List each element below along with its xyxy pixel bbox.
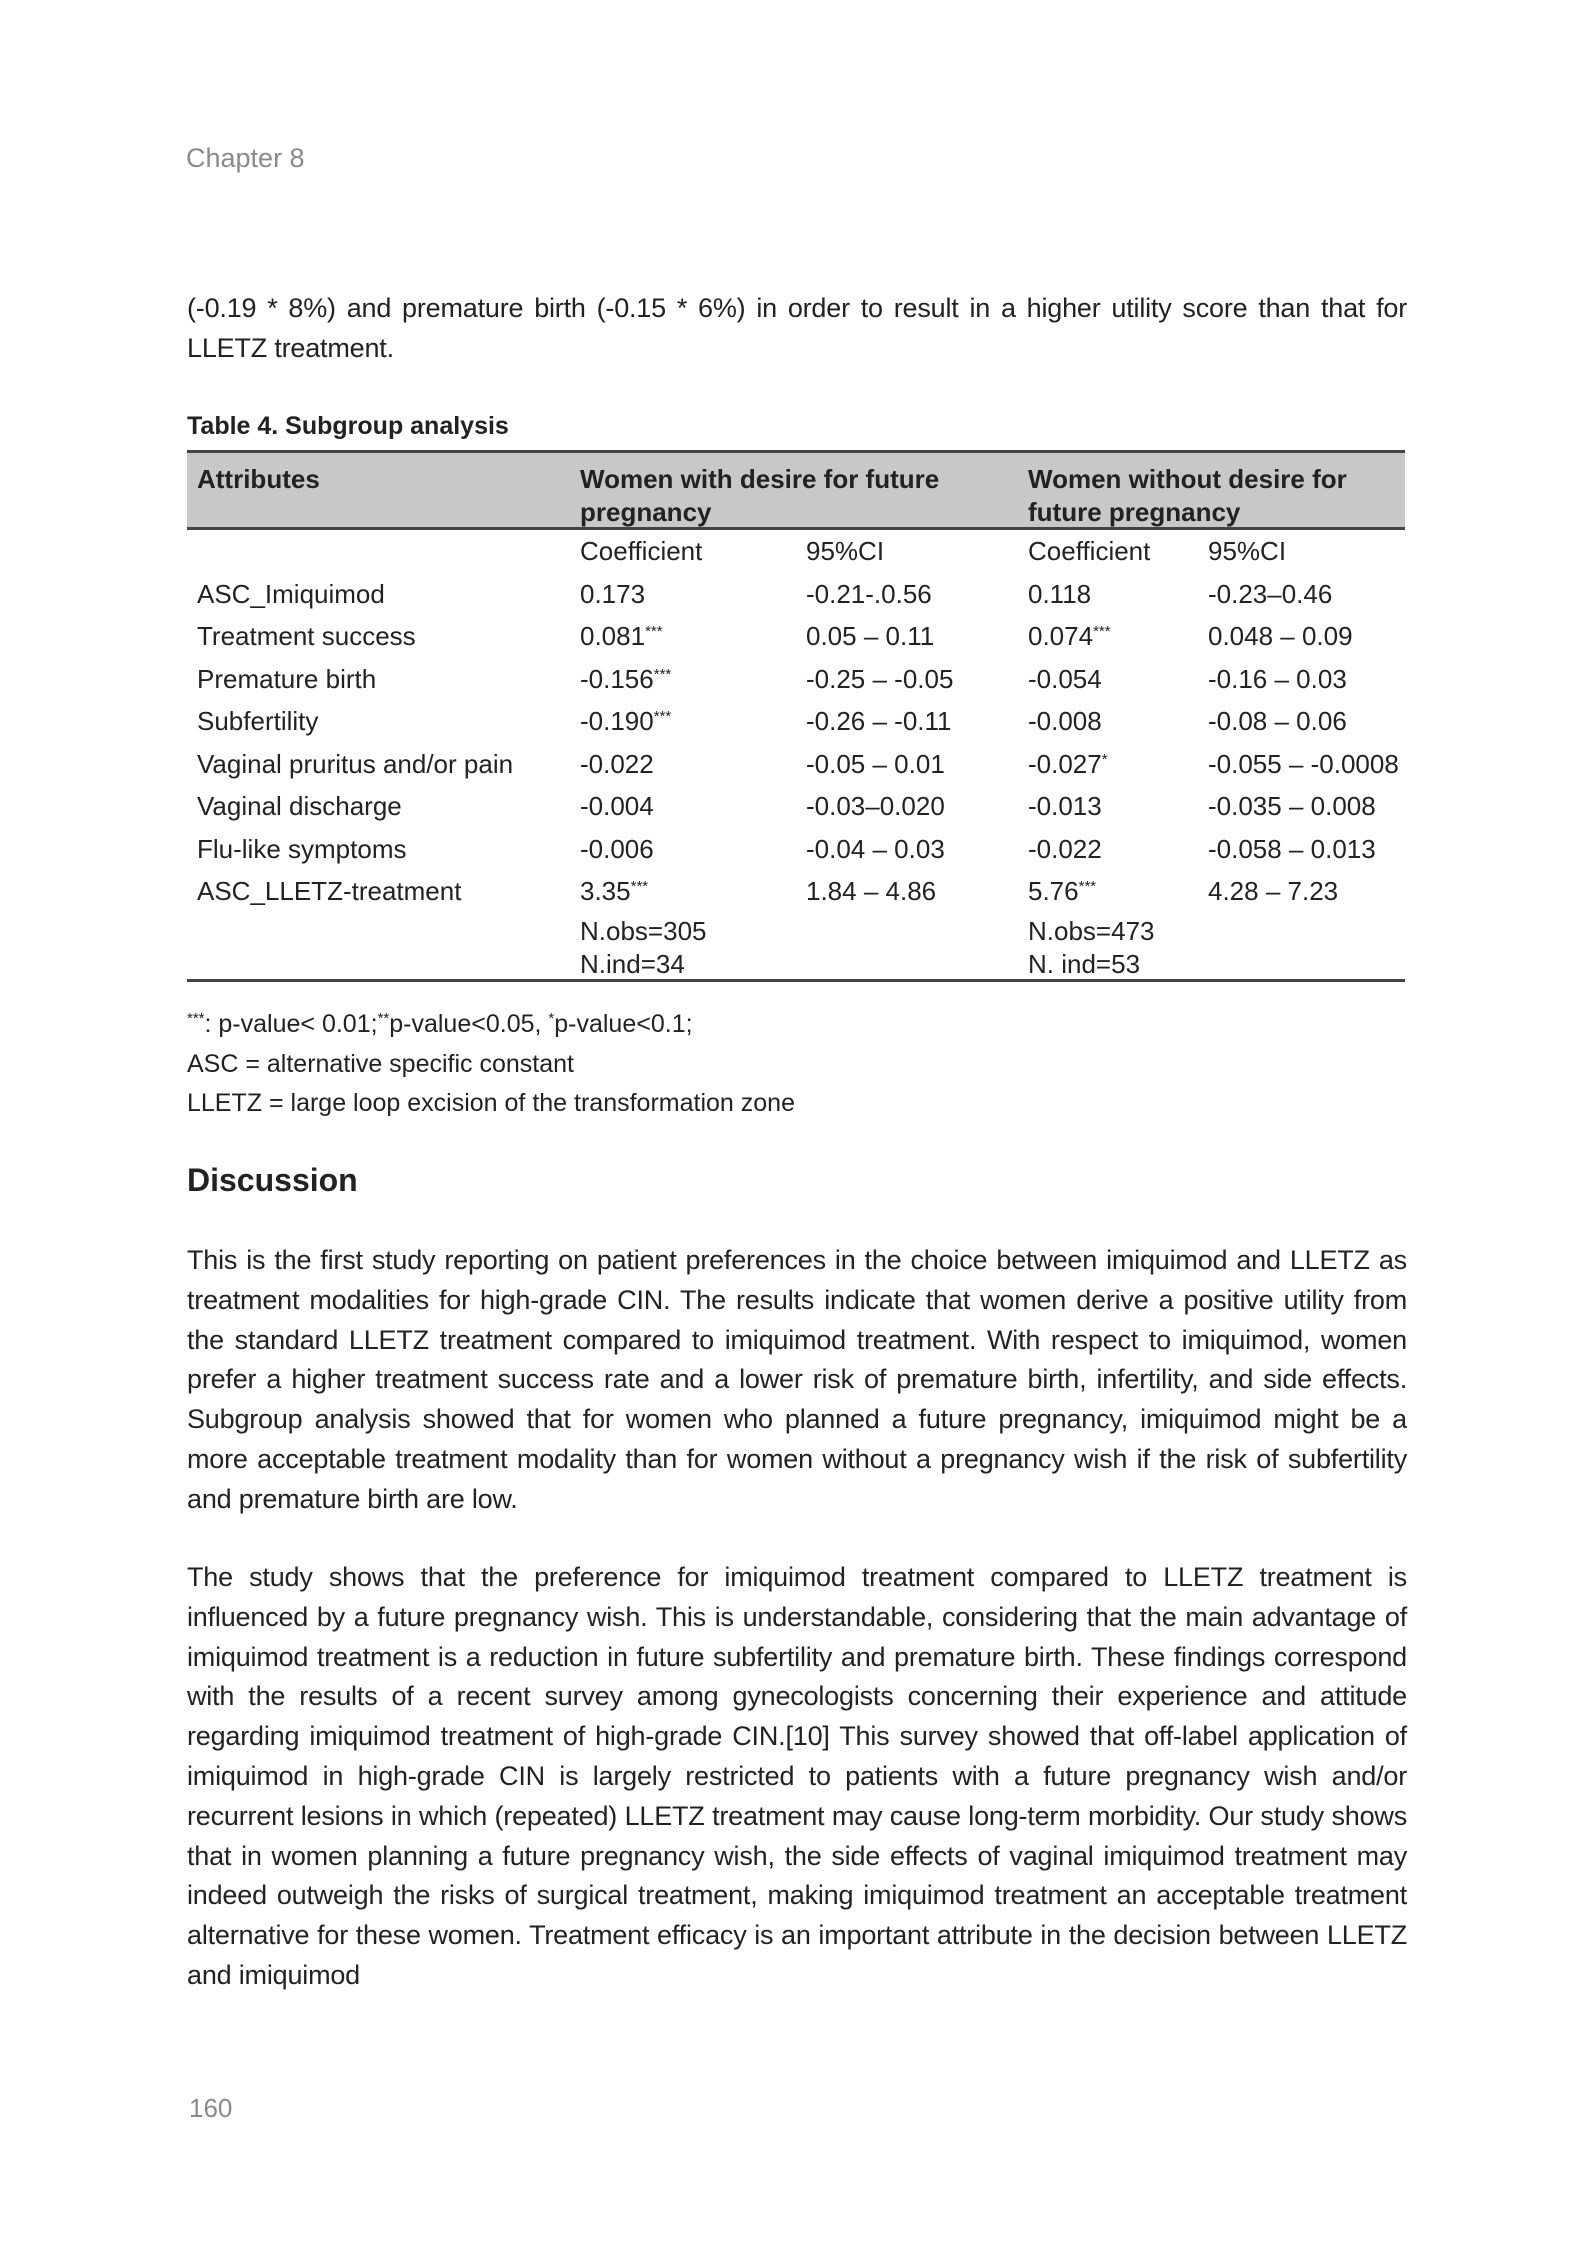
cell-ci: -0.04 – 0.03	[806, 833, 945, 864]
header-with-desire: Women with desire for future pregnancy	[580, 464, 940, 527]
cell-coefficient: -0.013	[1028, 791, 1102, 821]
subheader-row	[187, 530, 1405, 573]
cell-attribute: ASC_Imiquimod	[197, 578, 385, 609]
section-heading: Discussion	[187, 1162, 358, 1198]
discussion-paragraph-1: This is the first study reporting on patient preferences in the choice between imiquimod and LLETZ as treatment modalities for high-grade CIN. The results indicate that women derive a positive utility from the standard LLETZ treatment compared to imiquimod treatment. With respect to imiquimod, women prefer a higher treatment success rate and a lower risk of premature birth, infertility, and side effects. Subgroup analysis showed that for women who planned a future pregnancy, imiquimod might be a more acceptable treatment modality than for women without a pregnancy wish if the risk of subfertility and premature birth are low.	[187, 1245, 1407, 1514]
cell-ci: 4.28 – 7.23	[1208, 876, 1339, 906]
cell-ci: -0.23–0.46	[1208, 578, 1333, 609]
cell-coefficient: 0.074***	[1028, 621, 1111, 651]
cell-ci: -0.055 – -0.0008	[1208, 748, 1399, 779]
discussion-paragraph-2: The study shows that the preference for imiquimod treatment compared to LLETZ treatment is influenced by a future pregnancy wish. This is understandable, considering that the main advantage of imiquimod treatment is a reduction in future subfertility and premature birth. These findings correspond with the results of a recent survey among gynecologists concerning their experience and attitude regarding imiquimod treatment of high-grade CIN.[10] This survey showed that off-label application of imiquimod in high-grade CIN is largely restricted to patients with a future pregnancy wish and/or recurrent lesions in which (repeated) LLETZ treatment may cause long-term morbidity. Our study shows that in women planning a future pregnancy wish, the side effects of vaginal imiquimod treatment may indeed outweigh the risks of surgical treatment, making imiquimod treatment an acceptable treatment alternative for these women. Treatment efficacy is an important attribute in the decision between LLETZ and imiquimod	[187, 1562, 1407, 1990]
table-row	[187, 615, 1405, 658]
cell-attribute: ASC_LLETZ-treatment	[197, 876, 462, 906]
table-row	[187, 785, 1405, 828]
subheader-coefficient: Coefficient	[1028, 536, 1151, 566]
table-row	[187, 743, 1405, 786]
cell-coefficient: -0.004	[580, 791, 654, 821]
cell-coefficient: -0.054	[1028, 663, 1102, 694]
cell-coefficient: -0.027*	[1028, 748, 1108, 779]
cell-coefficient: -0.006	[580, 833, 654, 864]
cell-coefficient: 0.173	[580, 578, 646, 609]
cell-attribute: Vaginal pruritus and/or pain	[197, 748, 514, 779]
cell-coefficient: 5.76***	[1028, 876, 1097, 906]
cell-ci: 0.05 – 0.11	[806, 621, 935, 651]
subheader-coefficient: Coefficient	[580, 536, 703, 566]
n-ind: N. ind=53	[1028, 948, 1141, 979]
n-row	[187, 913, 1405, 979]
n-ind: N.ind=34	[580, 948, 685, 979]
cell-coefficient: 0.081***	[580, 621, 663, 651]
chapter-header: Chapter 8	[186, 143, 305, 173]
header-without-desire: Women without desire for future pregnancy	[1028, 464, 1347, 527]
cell-attribute: Flu-like symptoms	[197, 833, 407, 864]
table-row	[187, 658, 1405, 701]
cell-ci: -0.21-.0.56	[806, 578, 932, 609]
cell-coefficient: 0.118	[1028, 578, 1092, 609]
table-header	[187, 453, 1405, 530]
cell-ci: -0.03–0.020	[806, 791, 945, 821]
subgroup-table	[187, 450, 1405, 982]
cell-attribute: Premature birth	[197, 663, 377, 694]
table-row	[187, 573, 1405, 616]
cell-ci: -0.16 – 0.03	[1208, 663, 1347, 694]
cell-ci: -0.25 – -0.05	[806, 663, 954, 694]
footnote-lletz: LLETZ = large loop excision of the transformation zone	[187, 1089, 795, 1117]
cell-ci: 1.84 – 4.86	[806, 876, 937, 906]
table-row	[187, 700, 1405, 743]
cell-ci: -0.058 – 0.013	[1208, 833, 1376, 864]
n-obs: N.obs=305	[580, 915, 707, 946]
table-row	[187, 828, 1405, 871]
cell-coefficient: 3.35***	[580, 876, 649, 906]
cell-ci: -0.035 – 0.008	[1208, 791, 1376, 821]
footnote-asc: ASC = alternative specific constant	[187, 1050, 574, 1078]
cell-coefficient: -0.022	[1028, 833, 1102, 864]
cell-coefficient: -0.156***	[580, 663, 672, 694]
cell-attribute: Vaginal discharge	[197, 791, 402, 821]
cell-coefficient: -0.190***	[580, 706, 672, 736]
subheader-ci: 95%CI	[1208, 536, 1287, 566]
n-obs: N.obs=473	[1028, 915, 1155, 946]
table-caption: Table 4. Subgroup analysis	[187, 412, 509, 440]
subheader-ci: 95%CI	[806, 536, 885, 566]
cell-attribute: Subfertility	[197, 706, 319, 736]
cell-attribute: Treatment success	[197, 621, 416, 651]
intro-paragraph: (-0.19 * 8%) and premature birth (-0.15 * 6%) in order to result in a higher utility score than that for LLETZ treatment.	[187, 293, 1407, 363]
header-attributes: Attributes	[197, 464, 320, 494]
cell-ci: 0.048 – 0.09	[1208, 621, 1353, 651]
table-row	[187, 870, 1405, 913]
footnote-significance: ***: p-value< 0.01;**p-value<0.05, *p-value<0.1;	[187, 1010, 693, 1038]
cell-ci: -0.26 – -0.11	[806, 706, 952, 736]
page-number: 160	[189, 2093, 233, 2123]
cell-ci: -0.05 – 0.01	[806, 748, 945, 779]
cell-ci: -0.08 – 0.06	[1208, 706, 1347, 736]
cell-coefficient: -0.022	[580, 748, 654, 779]
cell-coefficient: -0.008	[1028, 706, 1102, 736]
